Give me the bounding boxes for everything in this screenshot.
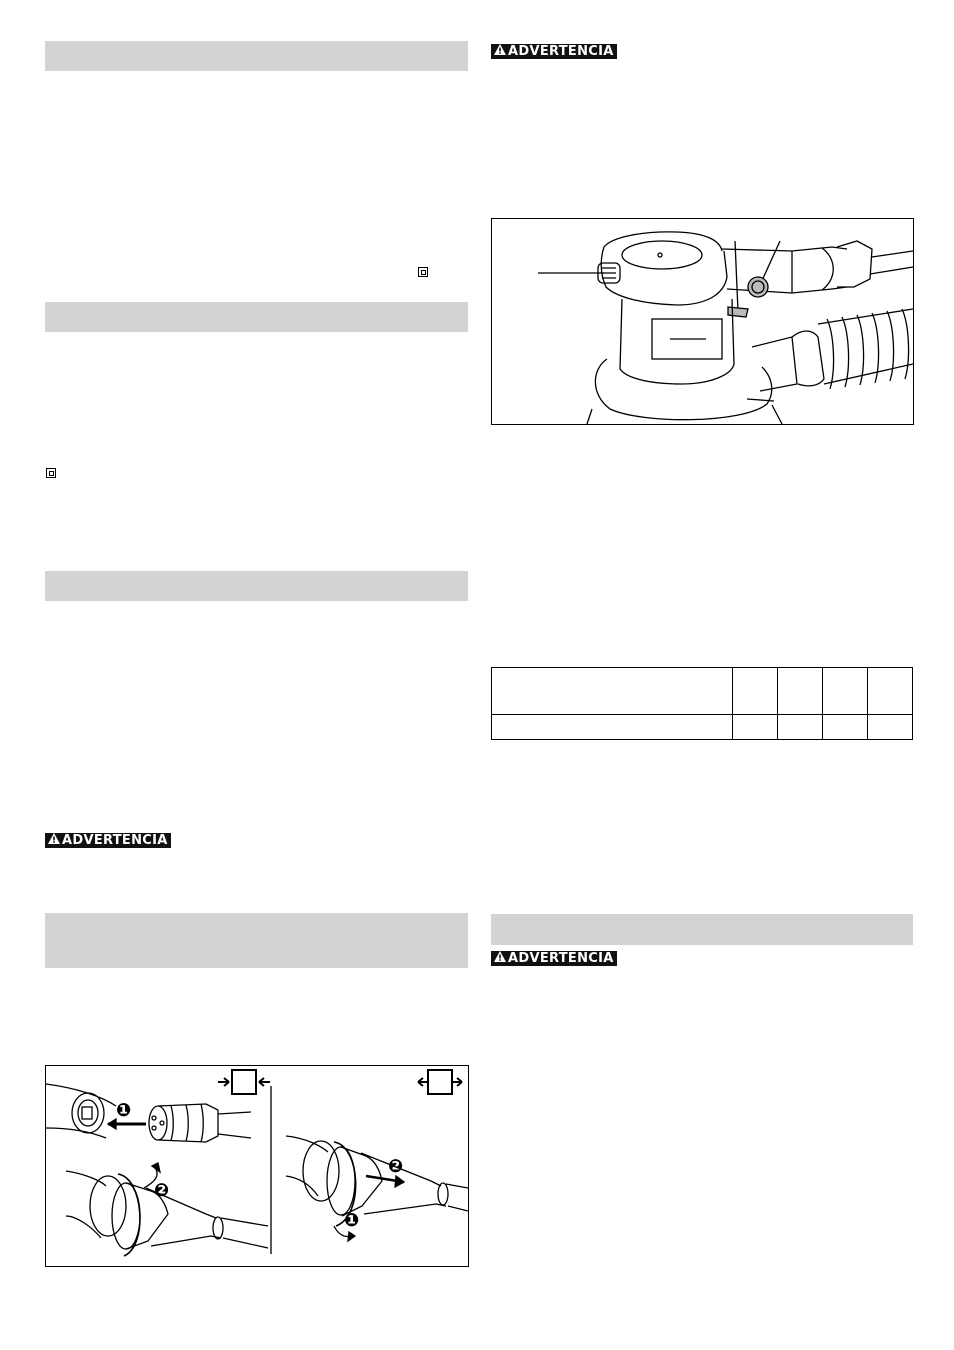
table-row (492, 668, 913, 715)
warning-label-right-bottom (491, 951, 617, 966)
step-2-marker-left: ❷ (154, 1180, 170, 1201)
table-row (492, 715, 913, 740)
table-header-cell (778, 668, 823, 715)
table-header-cell (492, 668, 733, 715)
table-header-cell (868, 668, 913, 715)
table-cell (778, 715, 823, 740)
cord-connection-figure (45, 1065, 469, 1267)
sander-figure (491, 218, 914, 425)
table-cell (823, 715, 868, 740)
warning-label-right-top (491, 44, 617, 59)
section-header-bar-2 (45, 302, 468, 332)
warning-label-text: ADVERTENCIA (508, 44, 614, 59)
warning-label-text: ADVERTENCIA (508, 951, 614, 966)
table-cell (868, 715, 913, 740)
section-header-bar-5 (491, 914, 913, 945)
warning-triangle-icon (494, 44, 506, 59)
warning-label-text: ADVERTENCIA (62, 833, 168, 848)
double-square-icon (418, 267, 428, 277)
cord-connection-drawing (46, 1066, 468, 1266)
step-1-marker-right: ❶ (344, 1210, 360, 1231)
warning-triangle-icon (494, 951, 506, 966)
warning-label-left (45, 833, 171, 848)
section-header-bar-4 (45, 913, 468, 968)
double-square-icon (46, 468, 56, 478)
step-2-marker-right: ❷ (388, 1156, 404, 1177)
table-cell (492, 715, 733, 740)
warning-triangle-icon (48, 833, 60, 848)
table-cell (733, 715, 778, 740)
step-1-marker-left: ❶ (116, 1100, 132, 1121)
table-header-cell (823, 668, 868, 715)
section-header-bar-3 (45, 571, 468, 601)
sander-drawing (492, 219, 913, 424)
speed-table (491, 667, 913, 740)
section-header-bar-1 (45, 41, 468, 71)
table-header-cell (733, 668, 778, 715)
